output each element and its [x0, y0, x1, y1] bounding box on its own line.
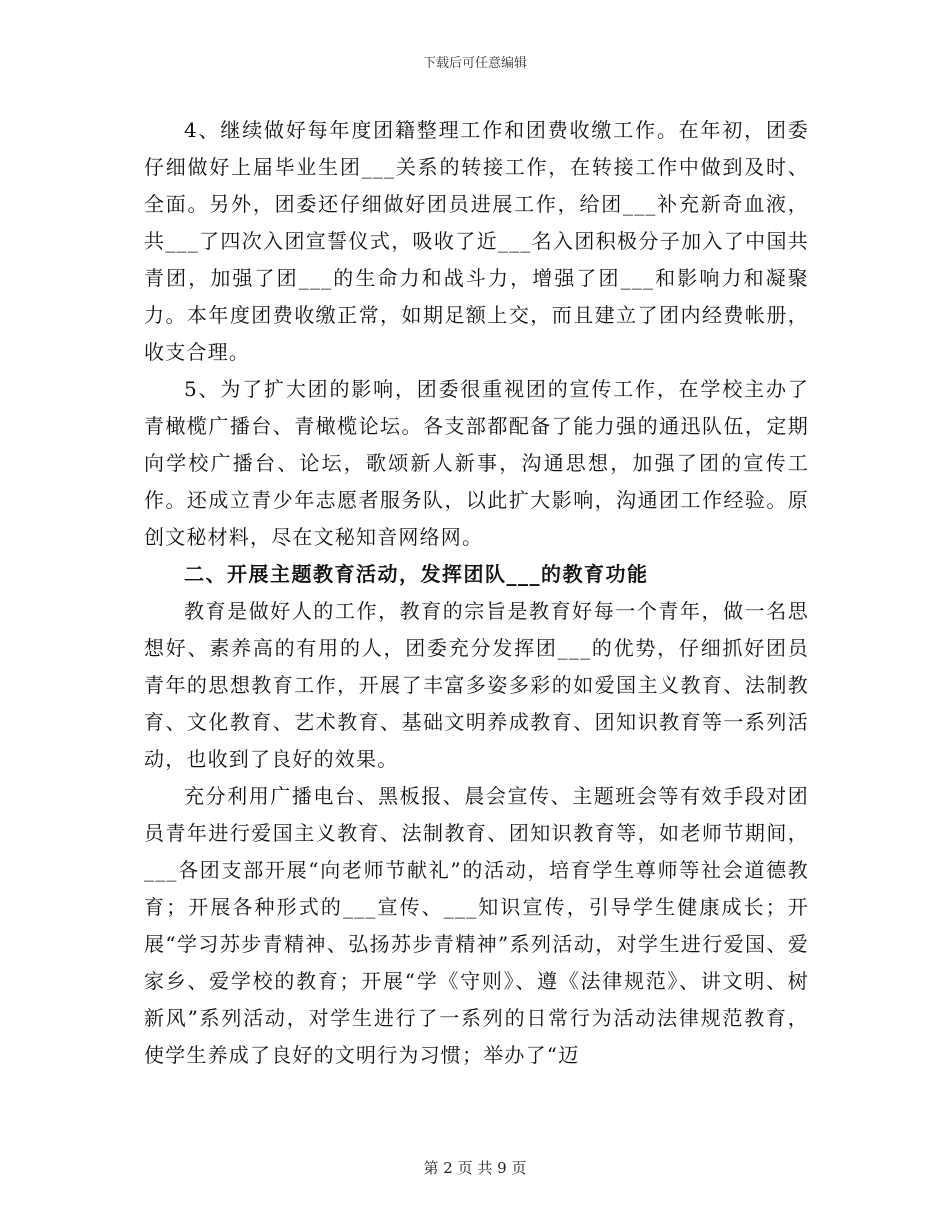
page-footer: 第 2 页 共 9 页: [423, 1159, 527, 1177]
paragraph-activities: 充分利用广播电台、黑板报、晨会宣传、主题班会等有效手段对团员青年进行爱国主义教育、法制教育、团知识教育等，如老师节期间，___各团支部开展“向老师节献礼”的活动，培育学生尊师等社会道德教育；开展各种形式的___宣传、___知识宣传，引导学生健康成长；开展“学习苏步青精神、弘扬苏步青精神”系列活动，对学生进行爱国、爱家乡、爱学校的教育；开展“学《守则》、遵《法律规范》、讲文明、树新风”系列活动，对学生进行了一系列的日常行为活动法律规范教育，使学生养成了良好的文明行为习惯；举办了“迈: [144, 784, 809, 1067]
document-body: [144, 112, 809, 1074]
paragraph-4: 4、继续做好每年度团籍整理工作和团费收缴工作。在年初，团委仔细做好上届毕业生团___关系的转接工作，在转接工作中做到及时、全面。另外，团委还仔细做好团员进展工作，给团___补充新奇血液，共___了四次入团宣誓仪式，吸收了近___名入团积极分子加入了中国共青团，加强了团___的生命力和战斗力，增强了团___和影响力和凝聚力。本年度团费收缴正常，如期足额上交，而且建立了团内经费帐册，收支合理。: [144, 118, 809, 364]
paragraph-education: 教育是做好人的工作，教育的宗旨是教育好每一个青年，做一名思想好、素养高的有用的人，团委充分发挥团___的优势，仔细抓好团员青年的思想教育工作，开展了丰富多姿多彩的如爱国主义教育、法制教育、文化教育、艺术教育、基础文明养成教育、团知识教育等一系列活动，也收到了良好的效果。: [144, 599, 809, 771]
page-header: 下载后可任意编辑: [422, 56, 527, 71]
paragraph-5: 5、为了扩大团的影响，团委很重视团的宣传工作，在学校主办了青橄榄广播台、青橄榄论坛。各支部都配备了能力强的通迅队伍，定期向学校广播台、论坛，歌颂新人新事，沟通思想，加强了团的宣传工作。还成立青少年志愿者服务队，以此扩大影响，沟通团工作经验。原创文秘材料，尽在文秘知音网络网。: [144, 377, 809, 549]
section-heading: 二、开展主题教育活动，发挥团队___的教育功能: [184, 562, 649, 586]
